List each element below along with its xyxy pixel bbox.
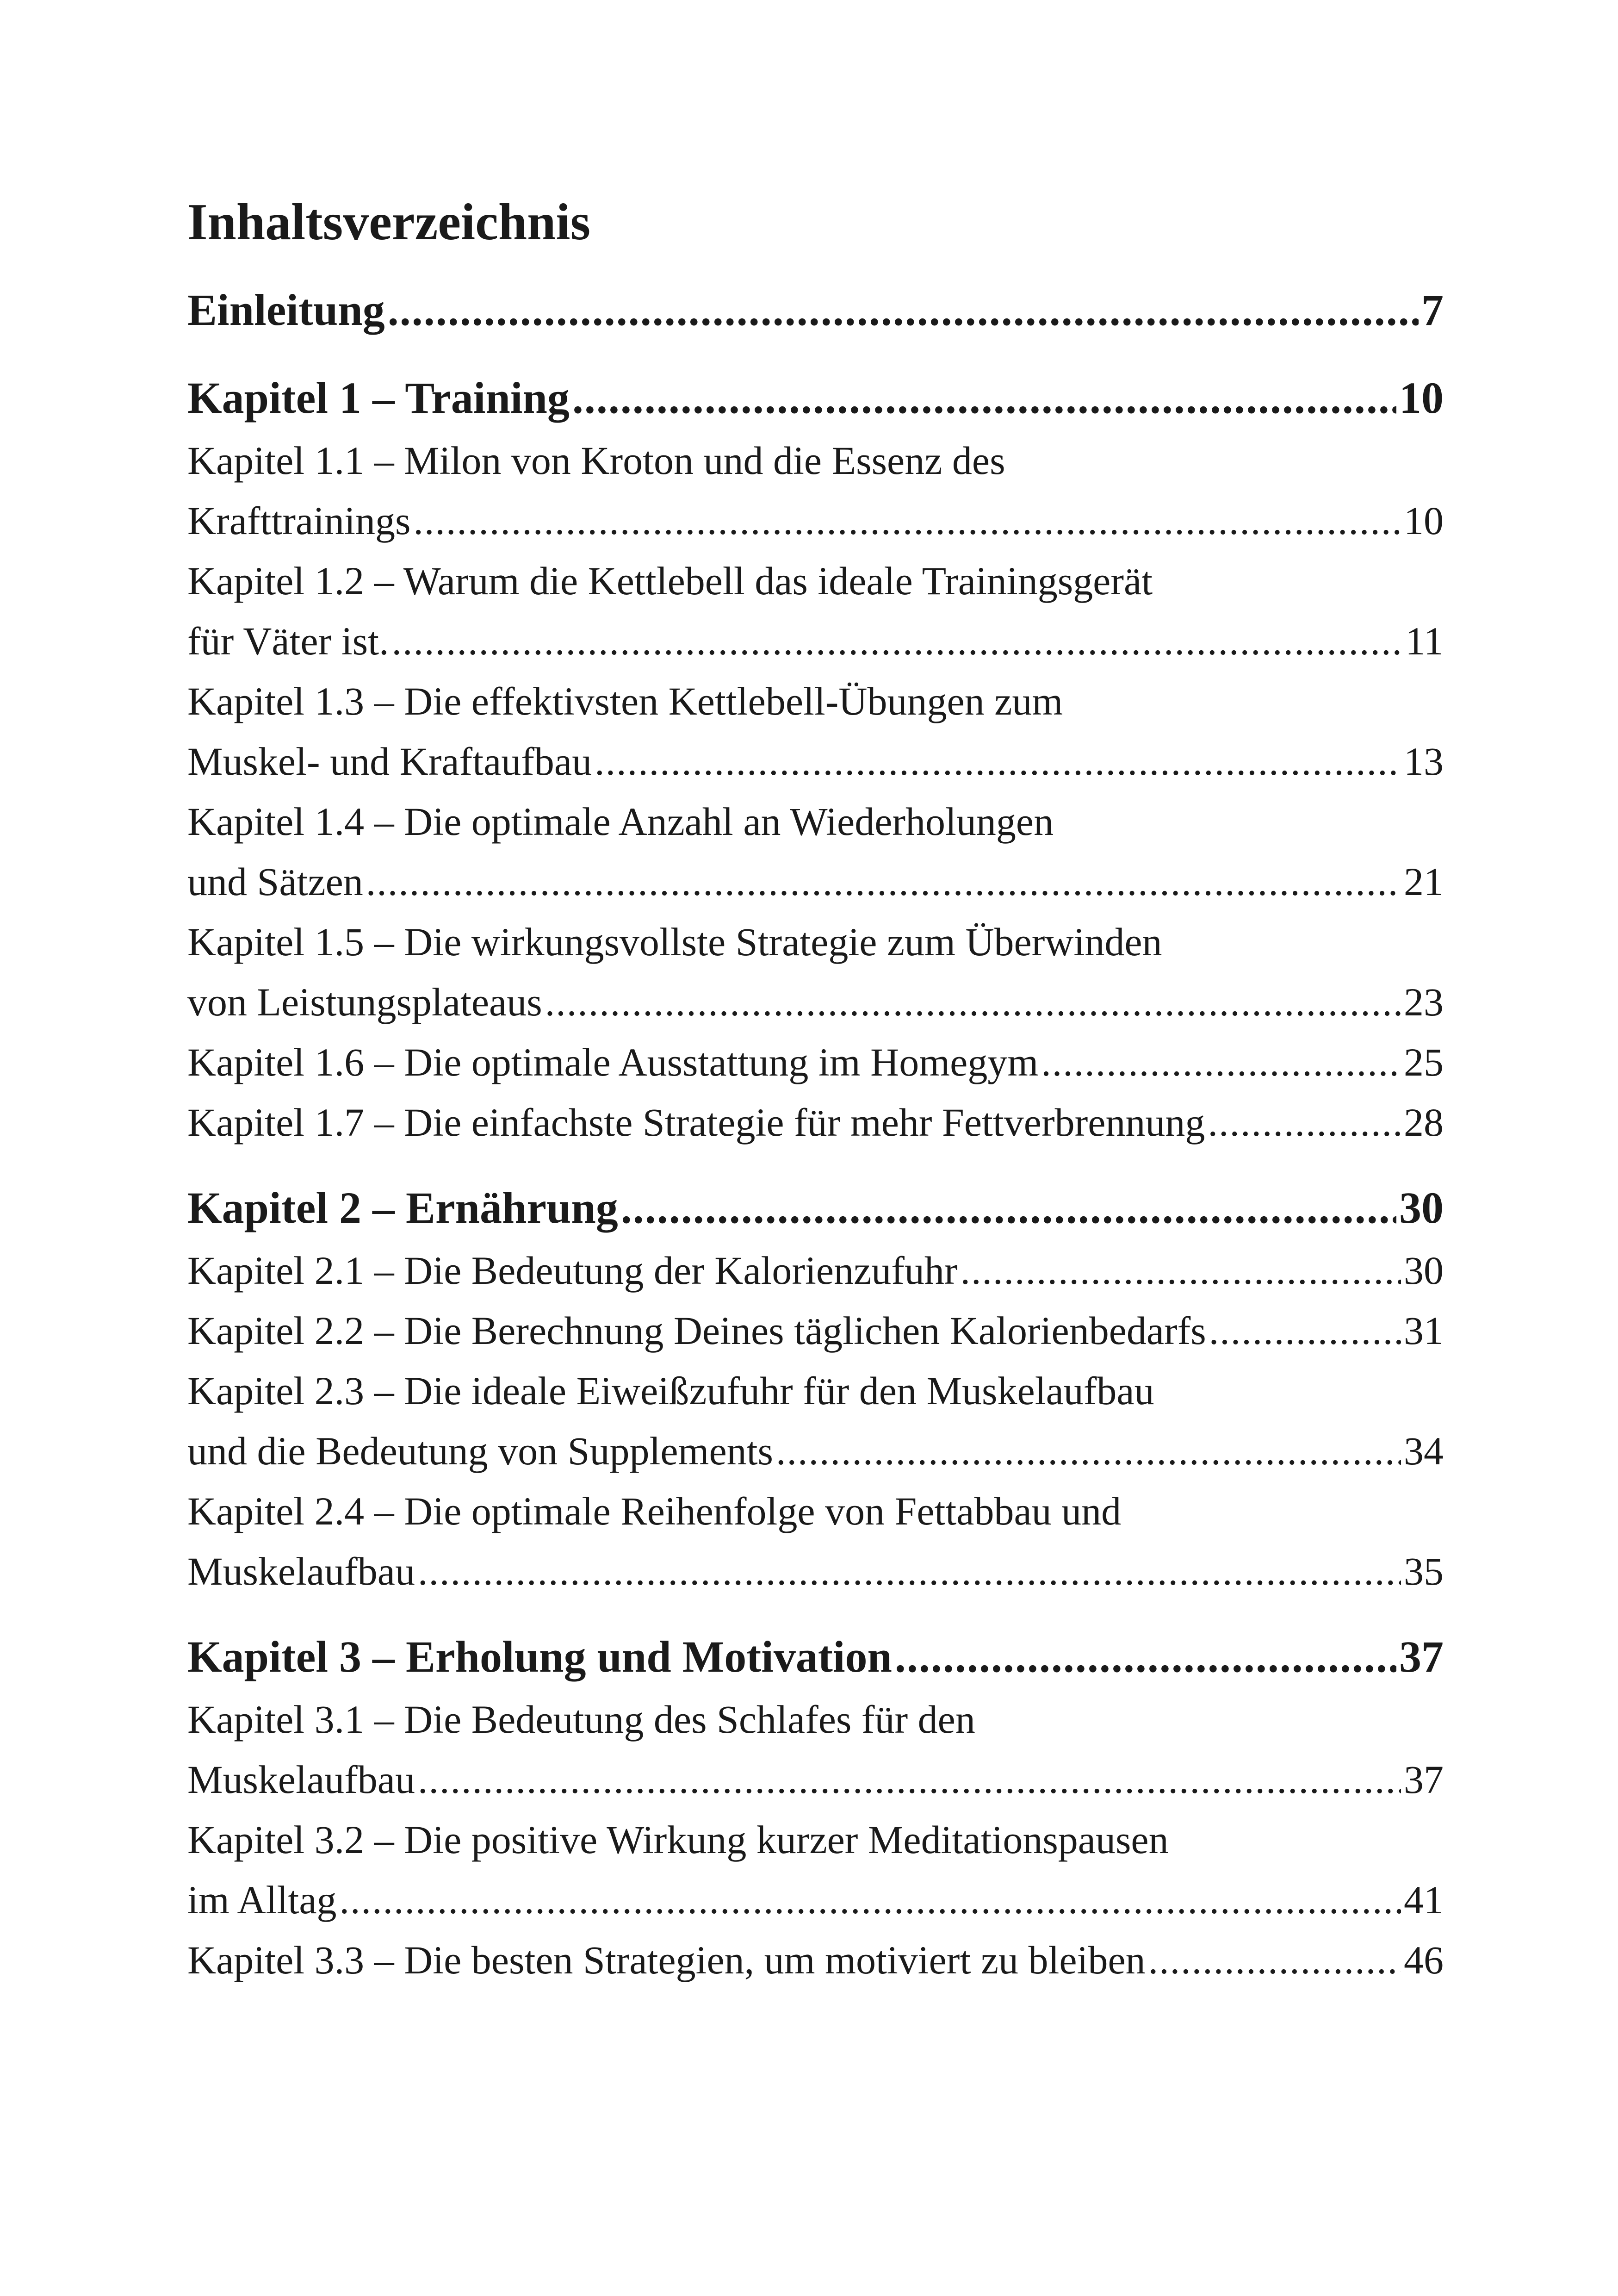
toc-leader-dots	[961, 1240, 1401, 1300]
toc-leader-dots	[1209, 1300, 1401, 1361]
toc-leader-dots	[1148, 1930, 1401, 1990]
toc-entry-kapitel-2-3[interactable]	[187, 1421, 1444, 1481]
toc-leader-dots	[391, 611, 1402, 671]
toc-entry-kapitel-1-5[interactable]	[187, 972, 1444, 1032]
toc-entry-page-number: 46	[1404, 1938, 1444, 1982]
toc-leader-dots	[1208, 1092, 1401, 1152]
toc-leader-dots	[418, 1749, 1401, 1810]
toc-leader-dots	[545, 972, 1401, 1032]
toc-entry-label: Kapitel 2.2 – Die Berechnung Deines täglichen Kalorienbedarfs	[187, 1308, 1206, 1353]
toc-list	[187, 0, 1444, 2296]
toc-entry-page-number: 10	[1404, 498, 1444, 543]
toc-entry-page-number: 30	[1399, 1183, 1444, 1232]
toc-entry-kapitel-1[interactable]	[187, 366, 1444, 430]
toc-entry-label: Einleitung	[187, 285, 385, 335]
toc-entry-einleitung[interactable]	[187, 278, 1444, 342]
toc-entry-page-number: 10	[1399, 373, 1444, 423]
toc-entry-kapitel-1-6[interactable]	[187, 1032, 1444, 1092]
toc-leader-dots	[776, 1421, 1401, 1481]
toc-entry-label: im Alltag	[187, 1878, 337, 1922]
toc-entry-label: Krafttrainings	[187, 498, 411, 543]
toc-entry-kapitel-3[interactable]	[187, 1624, 1444, 1689]
toc-leader-dots	[340, 1870, 1401, 1930]
toc-entry-kapitel-1-4[interactable]	[187, 852, 1444, 912]
toc-entry-page-number: 28	[1404, 1100, 1444, 1145]
toc-entry-label: Muskelaufbau	[187, 1549, 415, 1593]
toc-entry-page-number: 23	[1404, 980, 1444, 1024]
toc-entry-label: von Leistungsplateaus	[187, 980, 542, 1024]
toc-entry-label: Kapitel 1 – Training	[187, 373, 570, 423]
toc-entry-page-number: 7	[1421, 285, 1444, 335]
toc-entry-kapitel-3-2-line1[interactable]: Kapitel 3.2 – Die positive Wirkung kurzer Meditationspausen	[187, 1817, 1169, 1862]
toc-entry-page-number: 13	[1404, 739, 1444, 784]
toc-entry-kapitel-3-1-line1[interactable]: Kapitel 3.1 – Die Bedeutung des Schlafes für den	[187, 1697, 975, 1742]
toc-entry-label: Kapitel 3 – Erholung und Motivation	[187, 1632, 892, 1681]
toc-entry-page-number: 31	[1404, 1308, 1444, 1353]
toc-entry-label: Kapitel 2.1 – Die Bedeutung der Kalorienzufuhr	[187, 1248, 958, 1293]
toc-leader-dots	[418, 1541, 1401, 1601]
toc-entry-kapitel-1-2-line1[interactable]: Kapitel 1.2 – Warum die Kettlebell das ideale Trainingsgerät	[187, 559, 1153, 603]
toc-leader-dots	[895, 1624, 1396, 1689]
toc-leader-dots	[621, 1176, 1396, 1240]
toc-entry-label: und die Bedeutung von Supplements	[187, 1429, 773, 1473]
toc-entry-kapitel-1-4-line1[interactable]: Kapitel 1.4 – Die optimale Anzahl an Wiederholungen	[187, 799, 1054, 844]
toc-entry-kapitel-1-3-line1[interactable]: Kapitel 1.3 – Die effektivsten Kettlebell-Übungen zum	[187, 679, 1063, 723]
toc-entry-label: Kapitel 2 – Ernährung	[187, 1183, 618, 1232]
toc-entry-label: Kapitel 3.3 – Die besten Strategien, um motiviert zu bleiben	[187, 1938, 1146, 1982]
toc-entry-kapitel-3-3[interactable]	[187, 1930, 1444, 1990]
toc-entry-label: Muskelaufbau	[187, 1757, 415, 1802]
toc-entry-kapitel-3-2[interactable]	[187, 1870, 1444, 1930]
toc-leader-dots	[388, 278, 1419, 342]
toc-entry-kapitel-2-1[interactable]	[187, 1240, 1444, 1300]
toc-entry-kapitel-1-7[interactable]	[187, 1092, 1444, 1152]
toc-leader-dots	[366, 852, 1401, 912]
toc-leader-dots	[1041, 1032, 1401, 1092]
toc-leader-dots	[595, 731, 1401, 791]
toc-entry-page-number: 37	[1404, 1757, 1444, 1802]
toc-page	[187, 0, 1444, 2296]
toc-entry-kapitel-3-1[interactable]	[187, 1749, 1444, 1810]
toc-entry-label: Kapitel 1.6 – Die optimale Ausstattung im Homegym	[187, 1040, 1039, 1084]
toc-entry-kapitel-1-1-line1[interactable]: Kapitel 1.1 – Milon von Kroton und die Essenz des	[187, 438, 1005, 483]
toc-entry-page-number: 34	[1404, 1429, 1444, 1473]
toc-entry-kapitel-2-2[interactable]	[187, 1300, 1444, 1361]
toc-entry-kapitel-1-3[interactable]	[187, 731, 1444, 791]
toc-entry-label: Muskel- und Kraftaufbau	[187, 739, 592, 784]
toc-entry-label: für Väter ist.	[187, 619, 389, 663]
toc-entry-page-number: 37	[1399, 1632, 1444, 1681]
toc-title: Inhaltsverzeichnis	[187, 193, 591, 251]
toc-entry-kapitel-2-4-line1[interactable]: Kapitel 2.4 – Die optimale Reihenfolge von Fettabbau und	[187, 1489, 1122, 1533]
toc-entry-label: und Sätzen	[187, 859, 363, 904]
toc-entry-page-number: 21	[1404, 859, 1444, 904]
toc-entry-page-number: 41	[1404, 1878, 1444, 1922]
toc-entry-page-number: 25	[1404, 1040, 1444, 1084]
toc-entry-page-number: 30	[1404, 1248, 1444, 1293]
toc-entry-kapitel-2-3-line1[interactable]: Kapitel 2.3 – Die ideale Eiweißzufuhr für den Muskelaufbau	[187, 1369, 1154, 1413]
toc-entry-kapitel-1-5-line1[interactable]: Kapitel 1.5 – Die wirkungsvollste Strategie zum Überwinden	[187, 920, 1162, 964]
toc-entry-label: Kapitel 1.7 – Die einfachste Strategie für mehr Fettverbrennung	[187, 1100, 1205, 1145]
toc-leader-dots	[413, 491, 1401, 551]
toc-entry-kapitel-1-2[interactable]	[187, 611, 1444, 671]
toc-entry-kapitel-1-1[interactable]	[187, 491, 1444, 551]
toc-leader-dots	[572, 366, 1396, 430]
toc-entry-page-number: 35	[1404, 1549, 1444, 1593]
toc-entry-page-number: 11	[1405, 619, 1444, 663]
toc-entry-kapitel-2-4[interactable]	[187, 1541, 1444, 1601]
toc-entry-kapitel-2[interactable]	[187, 1176, 1444, 1240]
